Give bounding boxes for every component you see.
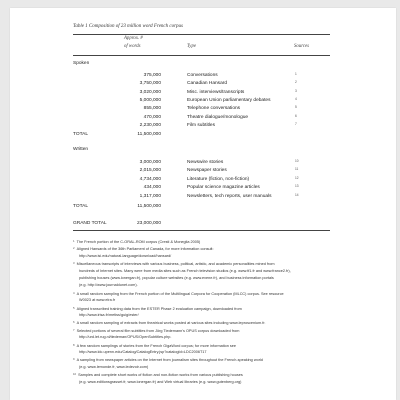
type-cell: Newswire stories	[187, 160, 224, 165]
word-count-cell: 855,000	[143, 106, 161, 112]
source-ref-cell: 10	[295, 159, 299, 163]
written-total-label: TOTAL	[73, 204, 89, 209]
type-cell: Conversations	[187, 73, 218, 78]
footnote-line	[73, 282, 343, 289]
footnote-text: (e.g. www.editionsgrasset.fr, www.lonergan.fr) and Web virtual libraries (e.g. www.gutenberg.org)	[79, 379, 242, 384]
table-row	[73, 167, 333, 174]
word-count-cell: 375,000	[143, 73, 161, 78]
source-ref-cell: 5	[295, 105, 297, 110]
section-spoken-label: Spoken	[73, 61, 90, 66]
header-type: Type	[187, 44, 196, 49]
footnote-number: 5	[73, 305, 75, 310]
table-row	[73, 159, 333, 166]
footnote-text: A small random sampling from the French portion of the Multilingual Corpora for Cooperation (MLCC) corpus. See resource	[76, 291, 284, 296]
table-row	[73, 72, 333, 79]
footnote-number: 4	[73, 290, 75, 295]
footnote-text: Aligned transcribed training data from the ESTER Phase 2 evaluation campaign, downloaded from	[76, 306, 242, 311]
footnote-number: 3	[73, 261, 75, 266]
type-cell: European Union parliamentary debates	[187, 97, 271, 103]
grand-total-row	[73, 220, 333, 227]
header-approx-words-line2: of words	[124, 44, 141, 49]
table-row	[73, 105, 333, 112]
word-count-cell: 434,000	[143, 185, 161, 191]
spoken-total-label: TOTAL	[73, 132, 89, 137]
source-ref-cell: 6	[295, 113, 297, 118]
footnote-text: A small random sampling of extracts from theatrical works posted at various sites including www.leproscenium.fr.	[76, 321, 266, 326]
footnote-line	[73, 379, 343, 386]
footnote-text: (e.g. www.lemonde.fr, www.ledevoir.com)	[79, 364, 149, 369]
word-count-cell: 5,000,000	[139, 97, 161, 103]
footnote-text: Aligned Hansards of the 36th Parliament of Canada, for more information consult:	[76, 247, 214, 252]
type-cell: Newsletters, tech reports, user manuals	[187, 193, 272, 199]
type-cell: Theatre dialogue/monologue	[187, 114, 249, 120]
source-ref-cell: 4	[295, 96, 297, 101]
written-total-row	[73, 203, 333, 210]
footnote-text: W0023 at www.elra.fr	[79, 298, 116, 303]
word-count-cell: 2,015,000	[139, 168, 161, 174]
word-count-cell: 3,000,000	[139, 160, 161, 165]
word-count-cell: 470,000	[143, 114, 161, 120]
source-ref-cell: 11	[295, 167, 299, 172]
footnote-line	[73, 334, 343, 341]
header-approx-words-line1: Approx. #	[124, 36, 143, 41]
footnote-number: 6	[73, 320, 75, 325]
type-cell: Film subtitles	[187, 122, 215, 128]
grand-total-label: GRAND TOTAL	[73, 221, 107, 226]
source-ref-cell: 14	[295, 192, 299, 197]
word-count-cell: 2,230,000	[139, 122, 161, 128]
footnote-text: http://www.ldc.upenn.edu/Catalog/CatalogEntry.jsp?catalogId=LDC2006T17	[79, 350, 207, 354]
document-page	[10, 8, 396, 400]
footnote-text: http://urd.let.rug.nl/tiedeman/OPUS/OpenSubtitles.php.	[79, 335, 172, 340]
footnote-text: A sampling from newspaper articles on the Internet from journalism sites throughout the French-speaking world	[76, 358, 263, 363]
table-row	[73, 193, 333, 200]
word-count-cell: 1,317,000	[139, 193, 161, 199]
footnote-text: Samples and complete short works of fiction and non-fiction works from various publishing houses	[78, 373, 243, 378]
footnote-text: Miscellaneous transcripts of interviews with various business, political, artistic, and academic personalities mined from	[76, 262, 275, 267]
table-row	[73, 97, 333, 104]
source-ref-cell: 3	[295, 88, 297, 93]
footnote-number: 8	[73, 342, 75, 347]
written-total-value: 11,500,000	[137, 204, 161, 209]
table-row	[73, 80, 333, 87]
type-cell: Telephone conversations	[187, 106, 241, 112]
table-row	[73, 184, 333, 191]
header-sources: Sources	[294, 44, 310, 49]
footnote-line	[73, 364, 343, 371]
footnote-line	[73, 297, 343, 304]
footnote-line	[73, 312, 343, 319]
type-cell: Canadian Hansard	[187, 81, 228, 87]
table-header-rule	[73, 55, 330, 56]
source-ref-cell: 13	[295, 184, 299, 189]
table-row	[73, 89, 333, 96]
spoken-total-value: 11,500,000	[137, 132, 161, 137]
source-ref-cell: 12	[295, 175, 299, 180]
type-cell: Newspaper stories	[187, 168, 227, 174]
word-count-cell: 3,750,000	[139, 81, 161, 87]
footnote-text: hundreds of Internet sites. Many were from media sites such as French television studios (e.g. www.tf1.fr and www.france2.fr),	[79, 268, 291, 273]
footnote-text: publishing houses (www.lonergan.fr), popular culture websites (e.g. www.evene.fr), and business information portals	[79, 276, 274, 280]
footnote-line	[73, 268, 343, 275]
footnote-text: A few random samplings of stories from the French GigaWord corpus; for more information see	[76, 343, 237, 348]
footnote-number: 7	[73, 327, 75, 332]
footnote-line	[73, 253, 343, 260]
table-row	[73, 176, 333, 183]
footnote-number: 1	[73, 239, 75, 243]
footnote-text: The French portion of the C-ORAL-ROM corpus (Cresti & Moneglia 2005)	[76, 239, 201, 244]
footnote-text: (e.g. http://www.journaldunet.com).	[79, 283, 138, 288]
type-cell: Popular science magazine articles	[187, 185, 260, 191]
table-row	[73, 114, 333, 121]
table-bottom-rule	[73, 230, 330, 231]
source-ref-cell: 7	[295, 121, 297, 126]
footnote-text: Selected portions of several film subtitles from Jörg Tiedemann's OPUS corpus downloaded from	[76, 328, 240, 333]
source-ref-cell: 2	[295, 80, 297, 85]
word-count-cell: 4,734,000	[139, 176, 161, 182]
footnote-number: 10	[73, 372, 77, 377]
table-row	[73, 122, 333, 129]
section-written-label: Written	[73, 147, 89, 152]
source-ref-cell: 1	[295, 72, 297, 76]
word-count-cell: 3,020,000	[139, 89, 161, 95]
footnote-text: http://www.isi.edu/natural-language/download/hansard/	[79, 253, 172, 258]
footnote-line	[73, 275, 343, 282]
footnote-text: http://www.irisa.fr/metiss/guig/ester/	[79, 313, 139, 317]
footnote-number: 2	[73, 246, 75, 251]
footnote-number: 9	[73, 357, 75, 362]
table-caption: Table 1 Composition of 23 million word French corpus	[73, 24, 184, 29]
type-cell: Literature (fiction, non-fiction)	[187, 176, 250, 182]
grand-total-value: 23,000,000	[136, 221, 161, 226]
footnote-line	[73, 349, 343, 356]
spoken-total-row	[73, 131, 333, 138]
table-top-rule	[73, 34, 330, 35]
type-cell: Misc. interviews/transcripts	[187, 89, 245, 95]
